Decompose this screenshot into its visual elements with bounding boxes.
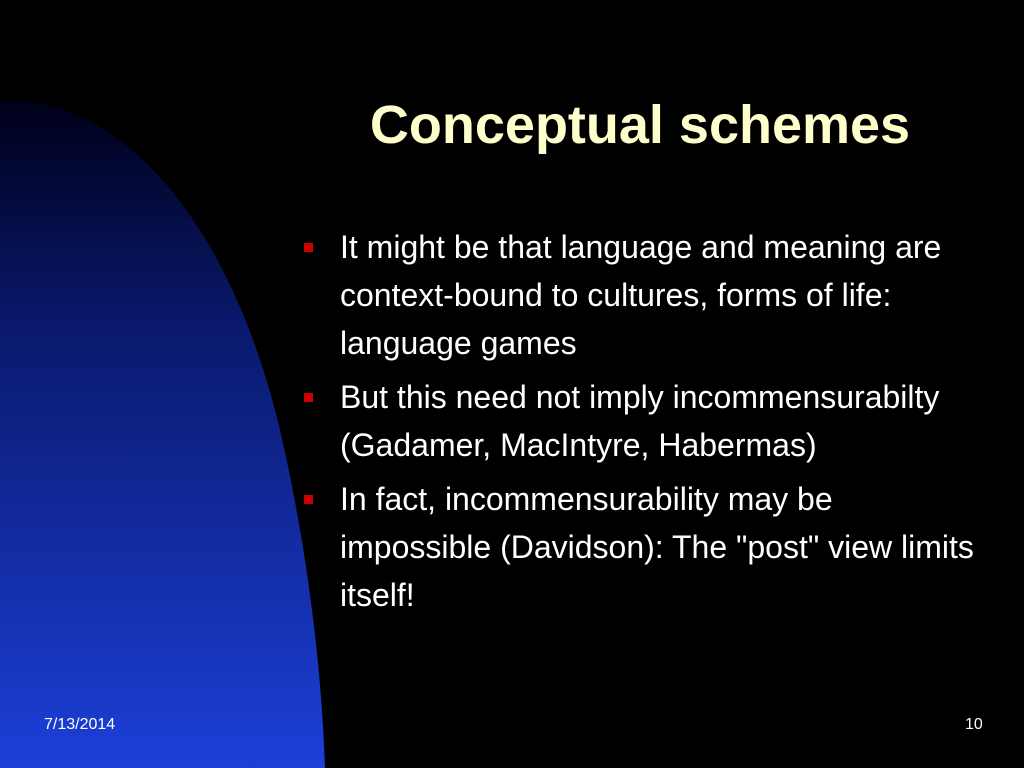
bullet-item	[298, 373, 978, 469]
bullet-text: In fact, incommensurability may be impossible (Davidson): The "post" view limits itself!	[340, 481, 974, 613]
bullet-text: But this need not imply incommensurabilty (Gadamer, MacIntyre, Habermas)	[340, 379, 940, 463]
bullet-item	[298, 223, 978, 367]
footer-date: 7/13/2014	[44, 716, 116, 733]
bullet-list	[298, 223, 978, 625]
square-bullet-icon	[304, 393, 313, 402]
bullet-text: It might be that language and meaning are context-bound to cultures, forms of life: language games	[340, 229, 942, 361]
square-bullet-icon	[304, 495, 313, 504]
square-bullet-icon	[304, 243, 313, 252]
footer-page-number: 10	[965, 716, 983, 733]
bullet-item	[298, 475, 978, 619]
slide-title: Conceptual schemes	[369, 95, 911, 155]
